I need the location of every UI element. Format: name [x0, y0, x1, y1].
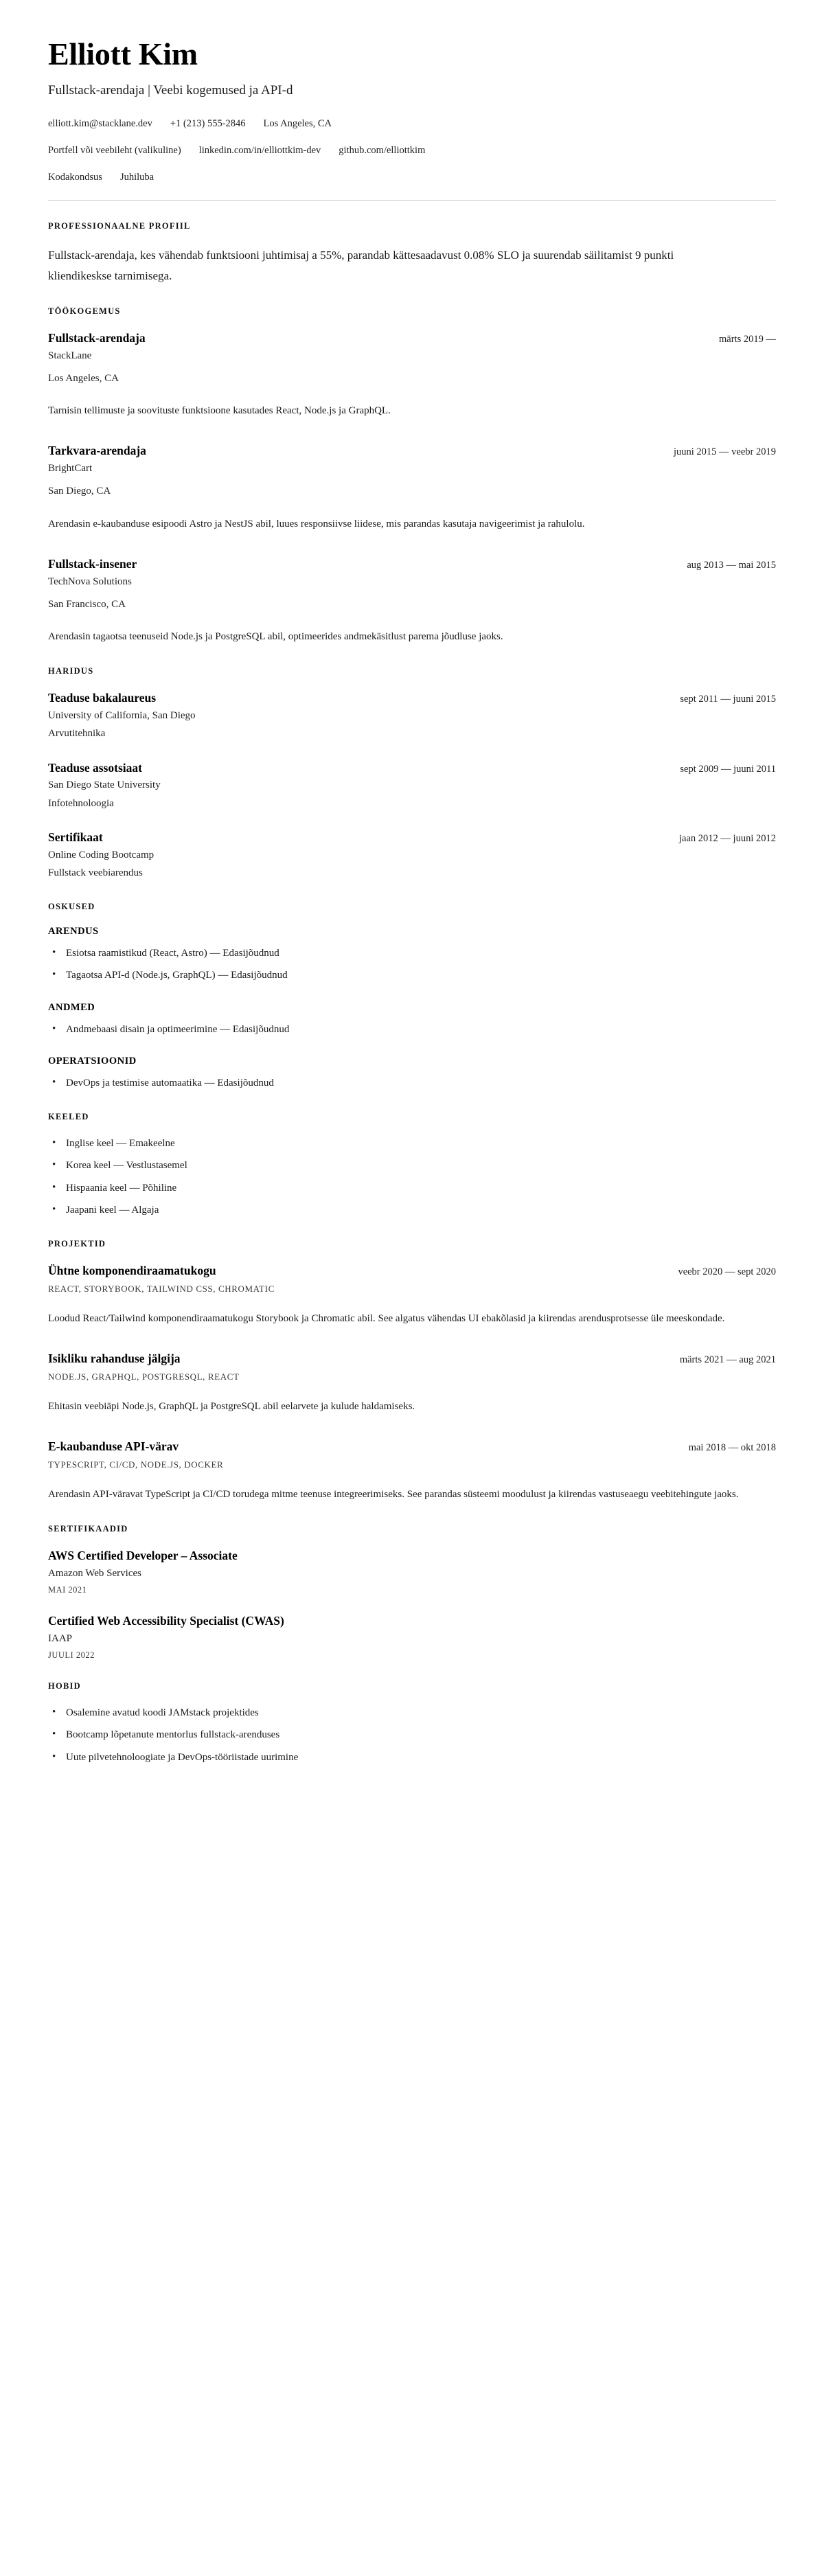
- section-title-certifications: SERTIFIKAADID: [48, 1524, 128, 1534]
- project-description: Ehitasin veebiäpi Node.js, GraphQL ja PostgreSQL abil eelarvete ja kulude haldamiseks.: [48, 1400, 415, 1412]
- experience-description: Arendasin tagaotsa teenuseid Node.js ja PostgreSQL abil, optimeerides andmekäsitlust parema jõudluse jaoks.: [48, 631, 503, 643]
- section-title-skills: OSKUSED: [48, 902, 95, 912]
- education-entry: [48, 690, 776, 742]
- contact-driving-license: Juhiluba: [119, 171, 154, 183]
- section-title-hobbies: HOBID: [48, 1681, 81, 1691]
- project-name: Isikliku rahanduse jälgija: [48, 1352, 181, 1366]
- contact-portfolio[interactable]: Portfell või veebileht (valikuline): [48, 144, 181, 156]
- project-name: Ühtne komponendiraamatukogu: [48, 1264, 216, 1278]
- certification-date: JUULI 2022: [48, 1650, 95, 1661]
- education-field: Fullstack veebiarendus: [48, 867, 143, 878]
- candidate-name: Elliott Kim: [48, 36, 198, 71]
- education-entry-head: [48, 830, 776, 845]
- project-name: E-kaubanduse API-värav: [48, 1439, 179, 1454]
- section-skills: [48, 902, 776, 1091]
- contact-row-links: [48, 144, 776, 159]
- contact-github[interactable]: github.com/elliottkim: [339, 144, 426, 156]
- experience-entry: [48, 556, 776, 646]
- experience-role: Tarkvara-arendaja: [48, 444, 146, 458]
- list-item: • Korea keel — Vestlustasemel: [66, 1158, 776, 1174]
- project-entry: [48, 1439, 776, 1503]
- experience-location: Los Angeles, CA: [48, 372, 119, 384]
- candidate-headline: Fullstack-arendaja | Veebi kogemused ja API-d: [48, 82, 293, 98]
- experience-entry-head: [48, 443, 776, 459]
- skill-group: [48, 1002, 776, 1038]
- certification-issuer: Amazon Web Services: [48, 1567, 141, 1579]
- contact-row-extra: [48, 170, 776, 185]
- section-projects: [48, 1239, 776, 1503]
- list-item: • Tagaotsa API-d (Node.js, GraphQL) — Edasijõudnud: [66, 968, 776, 983]
- skill-list: [48, 946, 776, 984]
- experience-role: Fullstack-arendaja: [48, 330, 146, 345]
- experience-date: juuni 2015 — veebr 2019: [673, 446, 776, 458]
- list-item: • Jaapani keel — Algaja: [66, 1202, 776, 1218]
- project-date: märts 2021 — aug 2021: [679, 1354, 776, 1366]
- list-item: • Andmebaasi disain ja optimeerimine — Edasijõudnud: [66, 1022, 776, 1038]
- section-profile: [48, 221, 776, 285]
- skill-group-title: OPERATSIOONID: [48, 1055, 137, 1067]
- project-stack: REACT, STORYBOOK, TAILWIND CSS, CHROMATIC: [48, 1283, 275, 1294]
- experience-role: Fullstack-insener: [48, 556, 137, 571]
- list-item: • Osalemine avatud koodi JAMstack projektides: [66, 1705, 776, 1721]
- skill-group: [48, 1056, 776, 1091]
- list-item: • Esiotsa raamistikud (React, Astro) — Edasijõudnud: [66, 946, 776, 961]
- certification-name: Certified Web Accessibility Specialist (CWAS): [48, 1614, 284, 1628]
- list-item: • Hispaania keel — Põhiline: [66, 1181, 776, 1196]
- section-title-education: HARIDUS: [48, 666, 94, 676]
- section-title-projects: PROJEKTID: [48, 1239, 106, 1249]
- experience-entry: [48, 443, 776, 533]
- list-item: • Uute pilvetehnoloogiate ja DevOps-tööriistade uurimine: [66, 1750, 776, 1766]
- section-education: [48, 666, 776, 881]
- contact-citizenship: Kodakondsus: [48, 171, 102, 183]
- project-description: Arendasin API-väravat TypeScript ja CI/CD torudega mitme teenuse integreerimiseks. See parandas süsteemi moodulust ja kiirendas vastuseaegu veebitehingute jaoks.: [48, 1488, 739, 1500]
- skill-list: [48, 1075, 776, 1091]
- section-experience: [48, 306, 776, 646]
- experience-date: aug 2013 — mai 2015: [687, 559, 776, 571]
- education-entry: [48, 760, 776, 812]
- experience-company: StackLane: [48, 350, 92, 361]
- project-entry-head: [48, 1263, 776, 1279]
- experience-entry-head: [48, 556, 776, 572]
- experience-entry: [48, 330, 776, 420]
- experience-description: Tarnisin tellimuste ja soovituste funktsioone kasutades React, Node.js ja GraphQL.: [48, 405, 391, 417]
- project-entry: [48, 1263, 776, 1327]
- project-date: mai 2018 — okt 2018: [688, 1442, 776, 1454]
- section-hobbies: [48, 1681, 776, 1766]
- education-entry-head: [48, 760, 776, 776]
- education-date: jaan 2012 — juuni 2012: [679, 832, 776, 844]
- contact-phone[interactable]: +1 (213) 555-2846: [170, 118, 246, 130]
- experience-company: TechNova Solutions: [48, 575, 132, 587]
- section-languages: [48, 1112, 776, 1218]
- education-entry-head: [48, 690, 776, 706]
- project-entry: [48, 1351, 776, 1415]
- section-title-experience: TÖÖKOGEMUS: [48, 306, 121, 316]
- contact-location: Los Angeles, CA: [263, 118, 332, 130]
- project-stack: NODE.JS, GRAPHQL, POSTGRESQL, REACT: [48, 1371, 240, 1382]
- certification-issuer: IAAP: [48, 1632, 73, 1644]
- education-entry: [48, 830, 776, 881]
- education-school: San Diego State University: [48, 779, 161, 791]
- education-date: sept 2009 — juuni 2011: [680, 763, 776, 775]
- section-title-languages: KEELED: [48, 1112, 89, 1122]
- experience-location: San Diego, CA: [48, 486, 111, 497]
- certification-name: AWS Certified Developer – Associate: [48, 1549, 238, 1563]
- education-field: Arvutitehnika: [48, 728, 106, 740]
- list-item: • Inglise keel — Emakeelne: [66, 1136, 776, 1152]
- section-title-profile: PROFESSIONAALNE PROFIIL: [48, 221, 191, 231]
- education-degree: Teaduse assotsiaat: [48, 760, 142, 775]
- experience-company: BrightCart: [48, 463, 93, 475]
- list-item: • DevOps ja testimise automaatika — Edasijõudnud: [66, 1075, 776, 1091]
- education-date: sept 2011 — juuni 2015: [680, 694, 776, 705]
- header-divider: [48, 200, 776, 201]
- project-date: veebr 2020 — sept 2020: [678, 1266, 776, 1278]
- education-field: Infotehnoloogia: [48, 797, 114, 809]
- project-entry-head: [48, 1439, 776, 1455]
- contact-linkedin[interactable]: linkedin.com/in/elliottkim-dev: [198, 144, 321, 156]
- languages-list: [48, 1136, 776, 1218]
- skill-group-title: ANDMED: [48, 1001, 95, 1013]
- certification-date: MAI 2021: [48, 1585, 87, 1595]
- hobbies-list: [48, 1705, 776, 1766]
- education-degree: Sertifikaat: [48, 830, 103, 844]
- skill-list: [48, 1022, 776, 1038]
- section-certifications: [48, 1524, 776, 1661]
- list-item: • Bootcamp lõpetanute mentorlus fullstack-arenduses: [66, 1727, 776, 1743]
- resume-header: [48, 37, 776, 185]
- contact-email[interactable]: elliott.kim@stacklane.dev: [48, 118, 152, 130]
- certification-entry: [48, 1548, 776, 1595]
- experience-description: Arendasin e-kaubanduse esipoodi Astro ja NestJS abil, luues responsiivse liidese, mis parandas kasutaja navigeerimist ja rahulolu.: [48, 518, 585, 529]
- skill-group: [48, 926, 776, 984]
- experience-date: märts 2019 —: [719, 333, 776, 345]
- skill-group-title: ARENDUS: [48, 926, 99, 937]
- certification-entry: [48, 1613, 776, 1661]
- project-stack: TYPESCRIPT, CI/CD, NODE.JS, DOCKER: [48, 1459, 224, 1470]
- education-school: Online Coding Bootcamp: [48, 849, 154, 860]
- contact-row-primary: [48, 117, 776, 132]
- education-degree: Teaduse bakalaureus: [48, 691, 157, 705]
- experience-entry-head: [48, 330, 776, 346]
- experience-location: San Francisco, CA: [48, 598, 126, 610]
- project-entry-head: [48, 1351, 776, 1367]
- profile-summary: Fullstack-arendaja, kes vähendab funktsiooni juhtimisaj a 55%, parandab kättesaadavust 0.08% SLO ja suurendab säilitamist 9 punkti kliendikeskse tarnimisega.: [48, 249, 674, 282]
- project-description: Loodud React/Tailwind komponendiraamatukogu Storybook ja Chromatic abil. See algatus vähendas UI ebakõlasid ja kiirendas arendusprotsesse üle meeskondade.: [48, 1312, 725, 1324]
- education-school: University of California, San Diego: [48, 710, 196, 722]
